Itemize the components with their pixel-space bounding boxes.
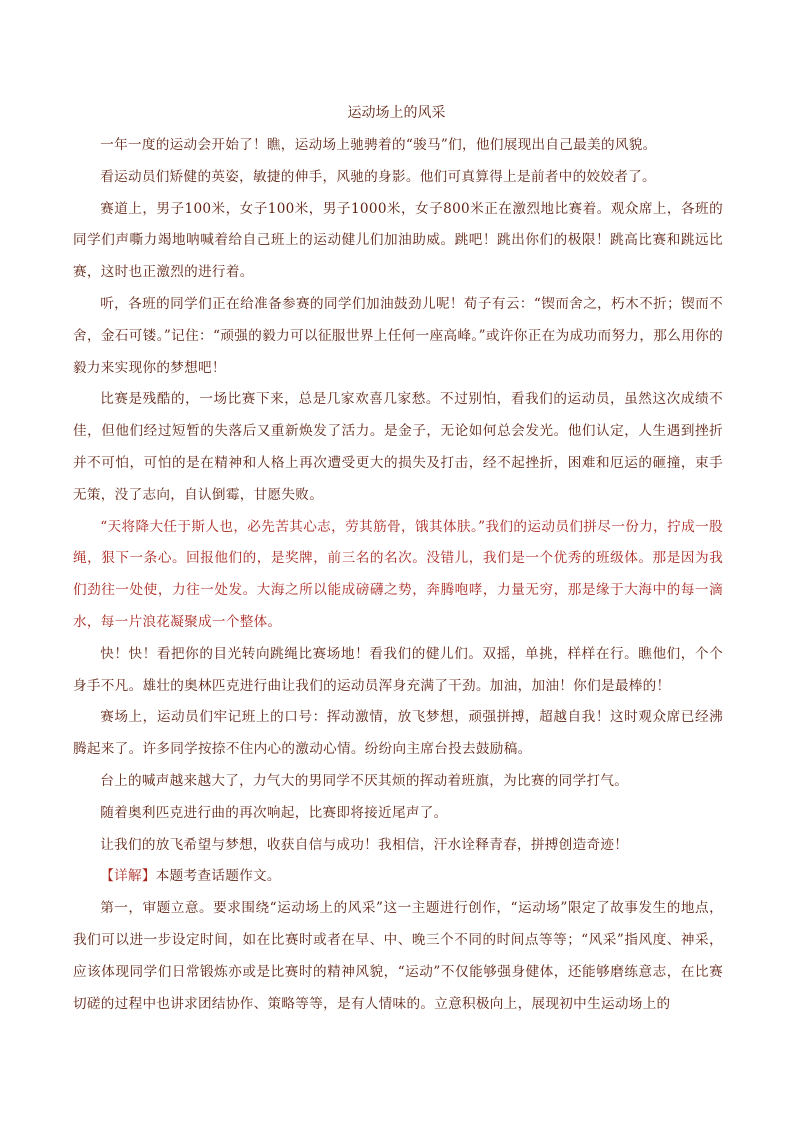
paragraph-11: 让我们的放飞希望与梦想，收获自信与成功！我相信，汗水诠释青春，拼搏创造奇迹！: [100, 836, 629, 853]
paragraph-4: 听，各班的同学们正在给准备参赛的同学们加油鼓劲儿呢！荀子有云：“锲而舍之，朽木不折；锲而不舍，金石可镂。”记住：“顽强的毅力可以征服世界上任何一座高峰。”或许你正在为成功而努力，那么用你的毅力来实现你的梦想吧！: [73, 295, 723, 376]
document-title: 运动场上的风采: [347, 105, 446, 121]
analysis-paragraph: 第一，审题立意。要求围绕“运动场上的风采”这一主题进行创作，“运动场”限定了故事发生的地点，我们可以进一步设定时间，如在比赛时或者在早、中、晚三个不同的时间点等等；“风采”指风度、神采，应该体现同学们日常锻炼亦或是比赛时的精神风貌，“运动”不仅能够强身健体，还能够磨练意志，在比赛切磋的过程中也讲求团结协作、策略等等，是有人情味的。立意积极向上，展现初中生运动场上的: [73, 900, 723, 1012]
analysis-heading: [73, 861, 723, 893]
document-body: [73, 130, 723, 1020]
paragraph-3: 赛道上，男子100米，女子100米，男子1000米，女子800米正在激烈地比赛着。观众席上，各班的同学们声嘶力竭地呐喊着给自己班上的运动健儿们加油助威。跳吧！跳出你们的极限！跳高比赛和跳远比赛，这时也正激烈的进行着。: [73, 200, 723, 281]
paragraph-10: 随着奥利匹克进行曲的再次响起，比赛即将接近尾声了。: [100, 804, 448, 821]
paragraph-5: 比赛是残酷的，一场比赛下来，总是几家欢喜几家愁。不过别怕，看我们的运动员，虽然这次成绩不佳，但他们经过短暂的失落后又重新焕发了活力。是金子，无论如何总会发光。他们认定，人生遇到挫折并不可怕，可怕的是在精神和人格上再次遭受更大的损失及打击，经不起挫折，困难和厄运的砸撞，束手无策，没了志向，自认倒霉，甘愿失败。: [73, 391, 723, 503]
paragraph-2: 看运动员们矫健的英姿，敏捷的伸手，风驰的身影。他们可真算得上是前者中的姣姣者了。: [100, 168, 656, 185]
paragraph-7: 快！快！看把你的目光转向跳绳比赛场地！看我们的健儿们。双摇，单挑，样样在行。瞧他们，个个身手不凡。雄壮的奥林匹克进行曲让我们的运动员浑身充满了干劲。加油，加油！你们是最棒的！: [73, 645, 723, 694]
paragraph-8: 赛场上，运动员们牢记班上的口号：挥动激情，放飞梦想，顽强拼搏，超越自我！这时观众席已经沸腾起来了。许多同学按捺不住内心的激动心情。纷纷向主席台投去鼓励稿。: [73, 709, 723, 758]
analysis-label: 【详解】: [100, 868, 156, 885]
paragraph-6: “天将降大任于斯人也，必先苦其心志，劳其筋骨，饿其体肤。”我们的运动员们拼尽一份力，拧成一股绳，狠下一条心。回报他们的，是奖牌，前三名的名次。没错儿，我们是一个优秀的班级体。那是因为我们劲往一处使，力往一处发。大海之所以能成磅礴之势，奔腾咆哮，力量无穷，那是缘于大海中的每一滴水，每一片浪花凝聚成一个整体。: [73, 518, 723, 630]
analysis-intro: 本题考查话题作文。: [155, 868, 281, 885]
paragraph-1: 一年一度的运动会开始了！瞧，运动场上驰骋着的“骏马”们，他们展现出自己最美的风貌。: [100, 137, 657, 153]
paragraph-9: 台上的喊声越来越大了，力气大的男同学不厌其烦的挥动着班旗，为比赛的同学打气。: [100, 772, 629, 789]
